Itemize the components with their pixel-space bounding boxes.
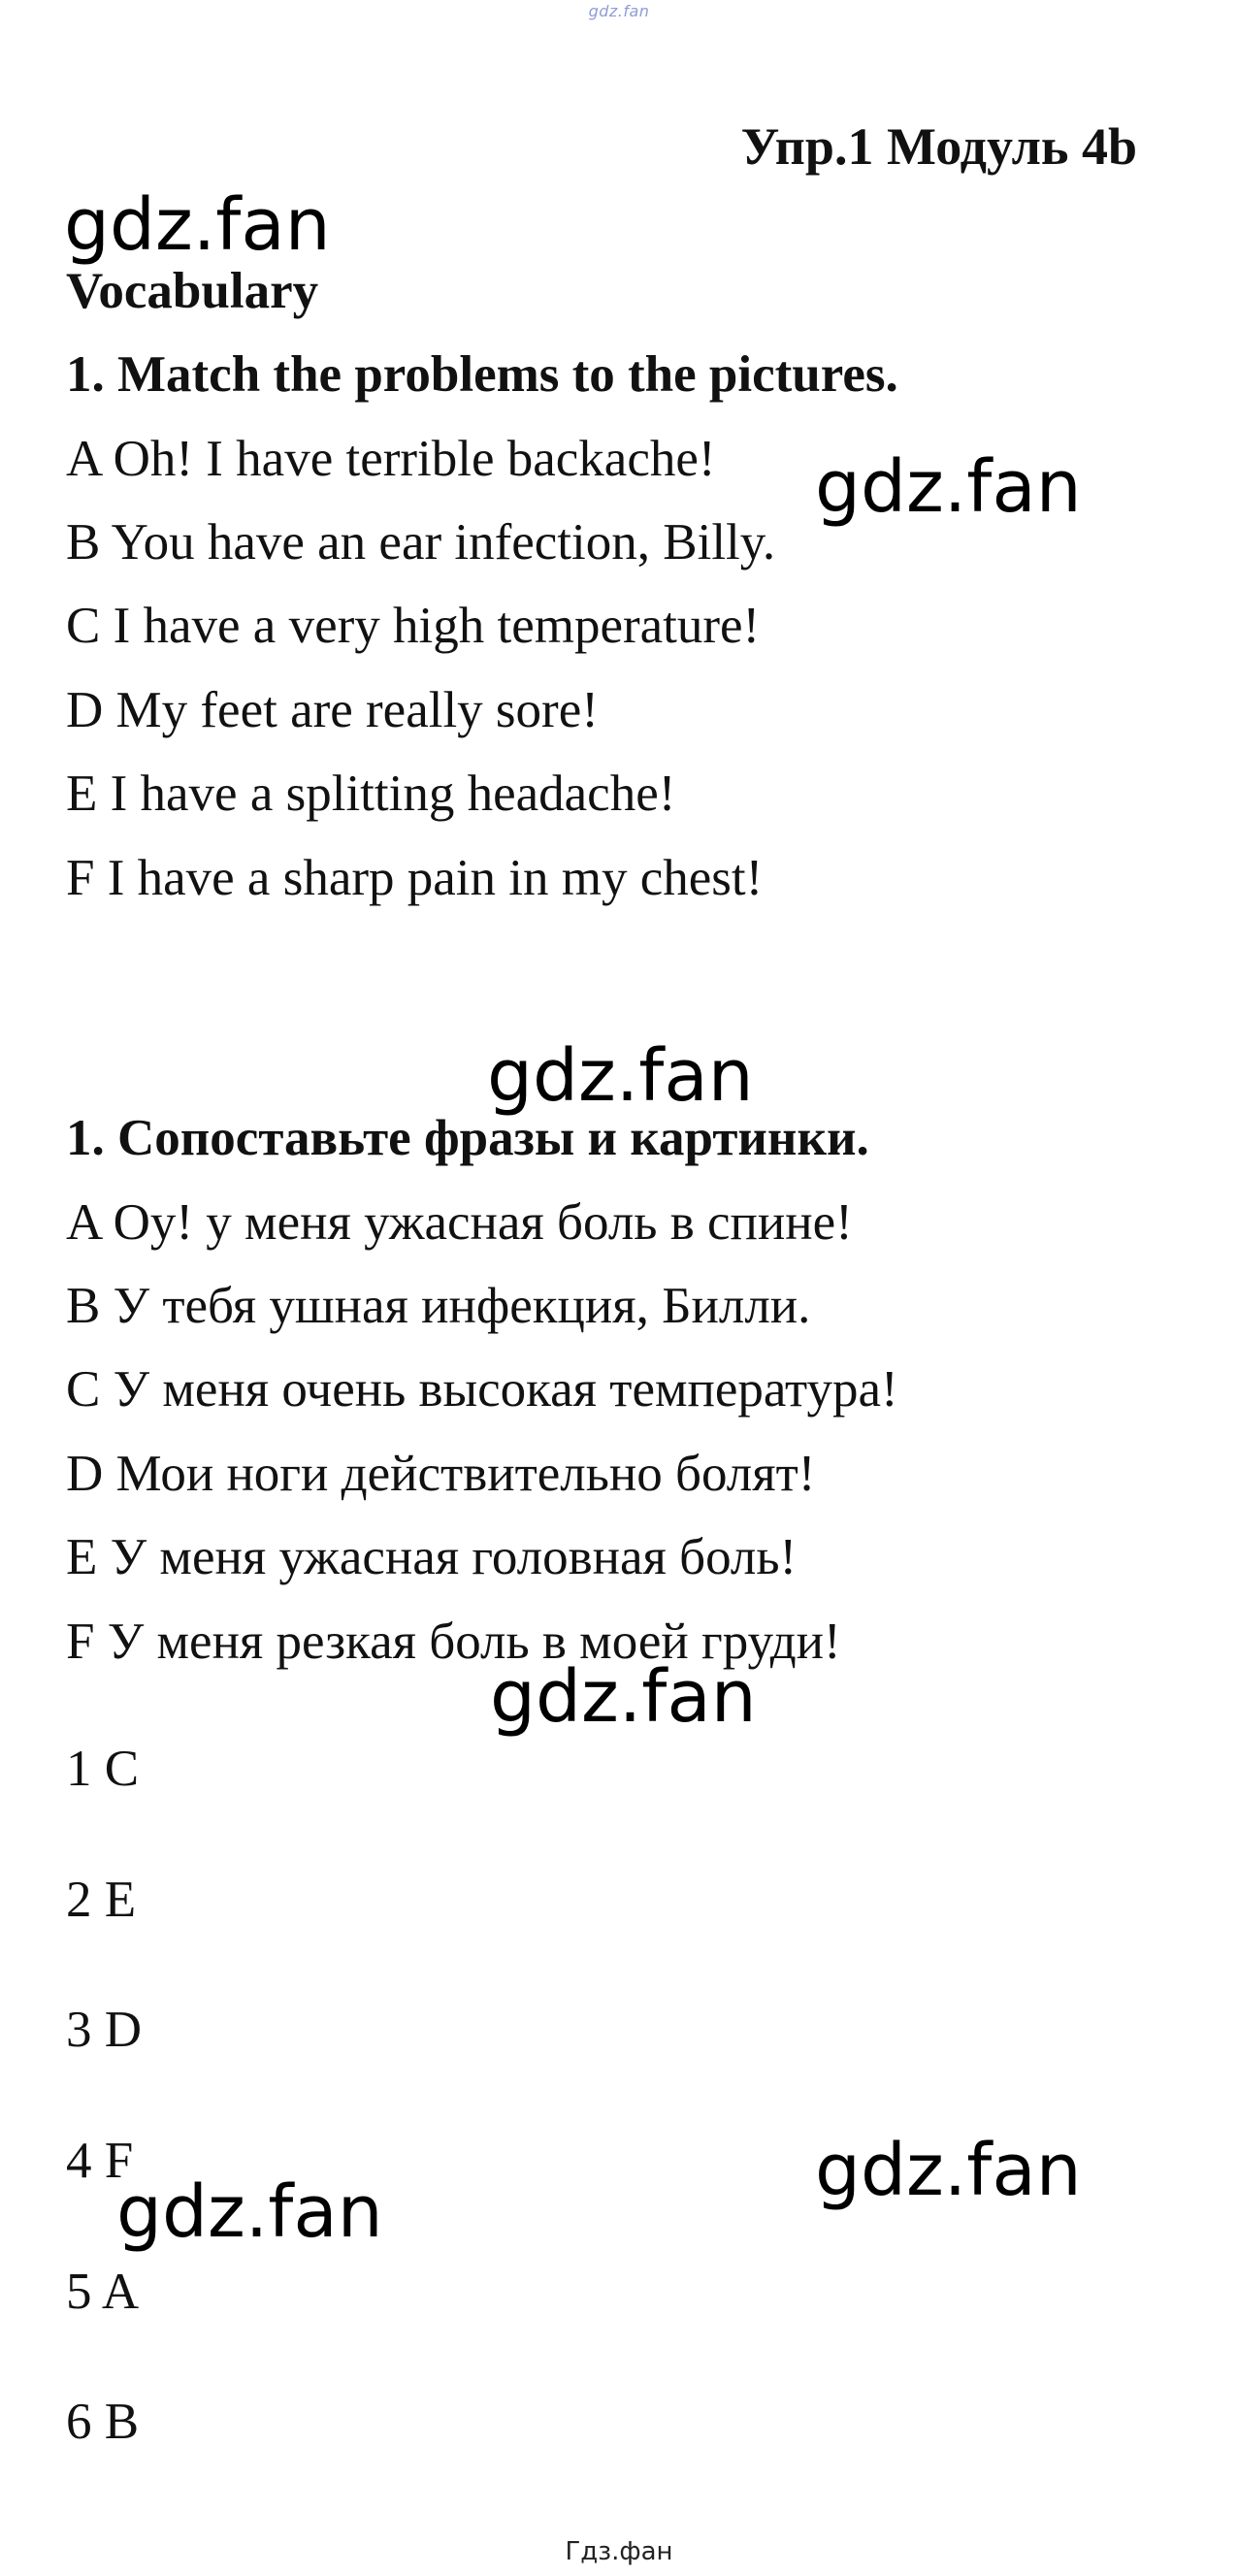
watermark-1: gdz.fan <box>64 183 331 267</box>
english-line-d: D My feet are really sore! <box>66 682 599 738</box>
watermark-4: gdz.fan <box>490 1655 757 1739</box>
english-line-c: C I have a very high temperature! <box>66 598 761 654</box>
english-heading: 1. Match the problems to the pictures. <box>66 346 898 403</box>
answer-5: 5 A <box>66 2264 140 2320</box>
russian-line-d: D Мои ноги действительно болят! <box>66 1446 816 1502</box>
watermark-2: gdz.fan <box>815 445 1082 529</box>
english-line-f: F I have a sharp pain in my chest! <box>66 850 764 906</box>
top-watermark: gdz.fan <box>588 2 650 20</box>
page-title: Упр.1 Модуль 4b <box>740 117 1137 176</box>
english-line-e: E I have a splitting headache! <box>66 766 676 822</box>
russian-line-c: C У меня очень высокая температура! <box>66 1361 898 1418</box>
footer-label: Гдз.фан <box>565 2537 673 2566</box>
answer-4: 4 F <box>66 2133 134 2189</box>
answer-3: 3 D <box>66 2002 143 2058</box>
answer-2: 2 E <box>66 1872 137 1928</box>
russian-line-e: E У меня ужасная головная боль! <box>66 1529 798 1585</box>
english-line-a: A Oh! I have terrible backache! <box>66 431 716 487</box>
russian-heading: 1. Сопоставьте фразы и картинки. <box>66 1110 869 1166</box>
english-line-b: B You have an ear infection, Billy. <box>66 514 776 571</box>
russian-line-b: B У тебя ушная инфекция, Билли. <box>66 1278 811 1334</box>
watermark-3: gdz.fan <box>487 1034 754 1118</box>
answer-6: 6 B <box>66 2394 140 2450</box>
answer-1: 1 C <box>66 1741 140 1797</box>
watermark-5: gdz.fan <box>815 2129 1082 2212</box>
section-label: Vocabulary <box>66 263 319 319</box>
russian-line-a: A Оу! у меня ужасная боль в спине! <box>66 1194 853 1251</box>
watermark-6: gdz.fan <box>116 2170 383 2254</box>
russian-line-f: F У меня резкая боль в моей груди! <box>66 1614 841 1670</box>
